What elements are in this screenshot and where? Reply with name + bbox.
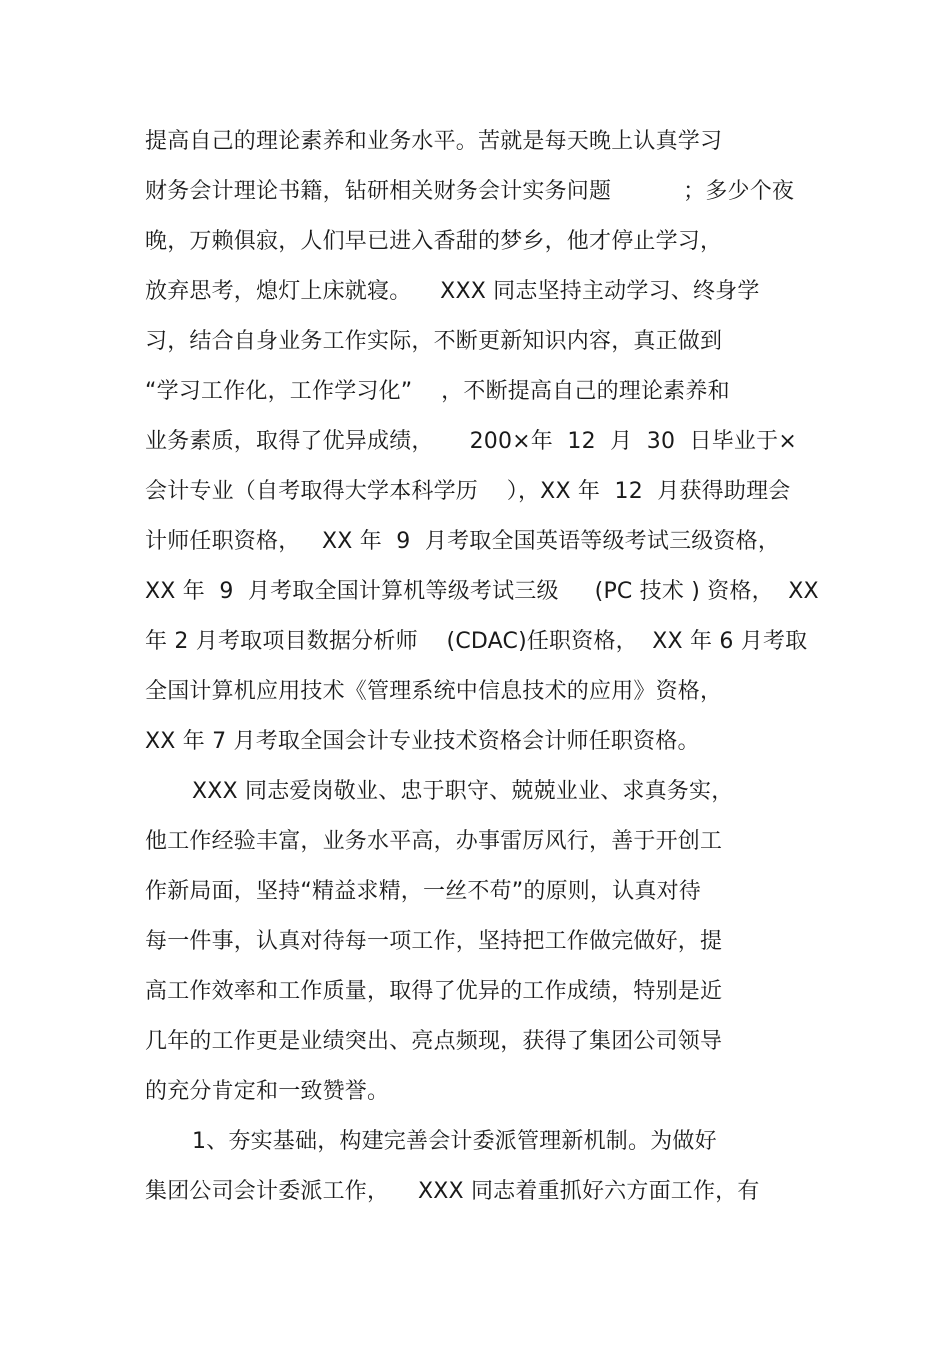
text-line: 的充分肯定和一致赞誉。 [145, 1079, 390, 1104]
text-line: 习，结合自身业务工作实际，不断更新知识内容，真正做到 [145, 329, 723, 354]
text-line: 他工作经验丰富，业务水平高，办事雷厉风行，善于开创工 [145, 829, 723, 854]
text-line: 几年的工作更是业绩突出、亮点频现，获得了集团公司领导 [145, 1029, 723, 1054]
text-line: 放弃思考，熄灯上床就寝。 XXX 同志坚持主动学习、终身学 [145, 279, 760, 304]
text-line: 业务素质，取得了优异成绩， 200×年 12 月 30 日毕业于× [145, 429, 797, 454]
text-line: 财务会计理论书籍，钻研相关财务会计实务问题 ；多少个夜 [145, 179, 795, 204]
text-line: 会计专业（自考取得大学本科学历 ），XX 年 12 月获得助理会 [145, 479, 791, 504]
text-line: 作新局面，坚持“精益求精，一丝不苟”的原则，认真对待 [145, 879, 701, 904]
paragraph-first-line: XXX 同志爱岗敬业、忠于职守、兢兢业业、求真务实， [192, 779, 734, 804]
text-line: 集团公司会计委派工作， XXX 同志着重抓好六方面工作，有 [145, 1179, 760, 1204]
text-line: 计师任职资格， XX 年 9 月考取全国英语等级考试三级资格， [145, 529, 781, 554]
section-heading-line: 1、夯实基础，构建完善会计委派管理新机制。为做好 [192, 1129, 717, 1154]
text-line: 提高自己的理论素养和业务水平。苦就是每天晚上认真学习 [145, 129, 723, 154]
text-line: XX 年 9 月考取全国计算机等级考试三级 (PC 技术 ) 资格， XX [145, 579, 819, 604]
text-line: 年 2 月考取项目数据分析师 (CDAC)任职资格， XX 年 6 月考取 [145, 629, 808, 654]
text-line: XX 年 7 月考取全国会计专业技术资格会计师任职资格。 [145, 729, 700, 754]
text-line: 每一件事，认真对待每一项工作，坚持把工作做完做好，提 [145, 929, 723, 954]
text-line: 高工作效率和工作质量，取得了优异的工作成绩，特别是近 [145, 979, 723, 1004]
text-line: 晚，万赖俱寂，人们早已进入香甜的梦乡，他才停止学习， [145, 229, 723, 254]
text-line: “学习工作化，工作学习化” ，不断提高自己的理论素养和 [145, 379, 730, 404]
text-line: 全国计算机应用技术《管理系统中信息技术的应用》资格， [145, 679, 723, 704]
